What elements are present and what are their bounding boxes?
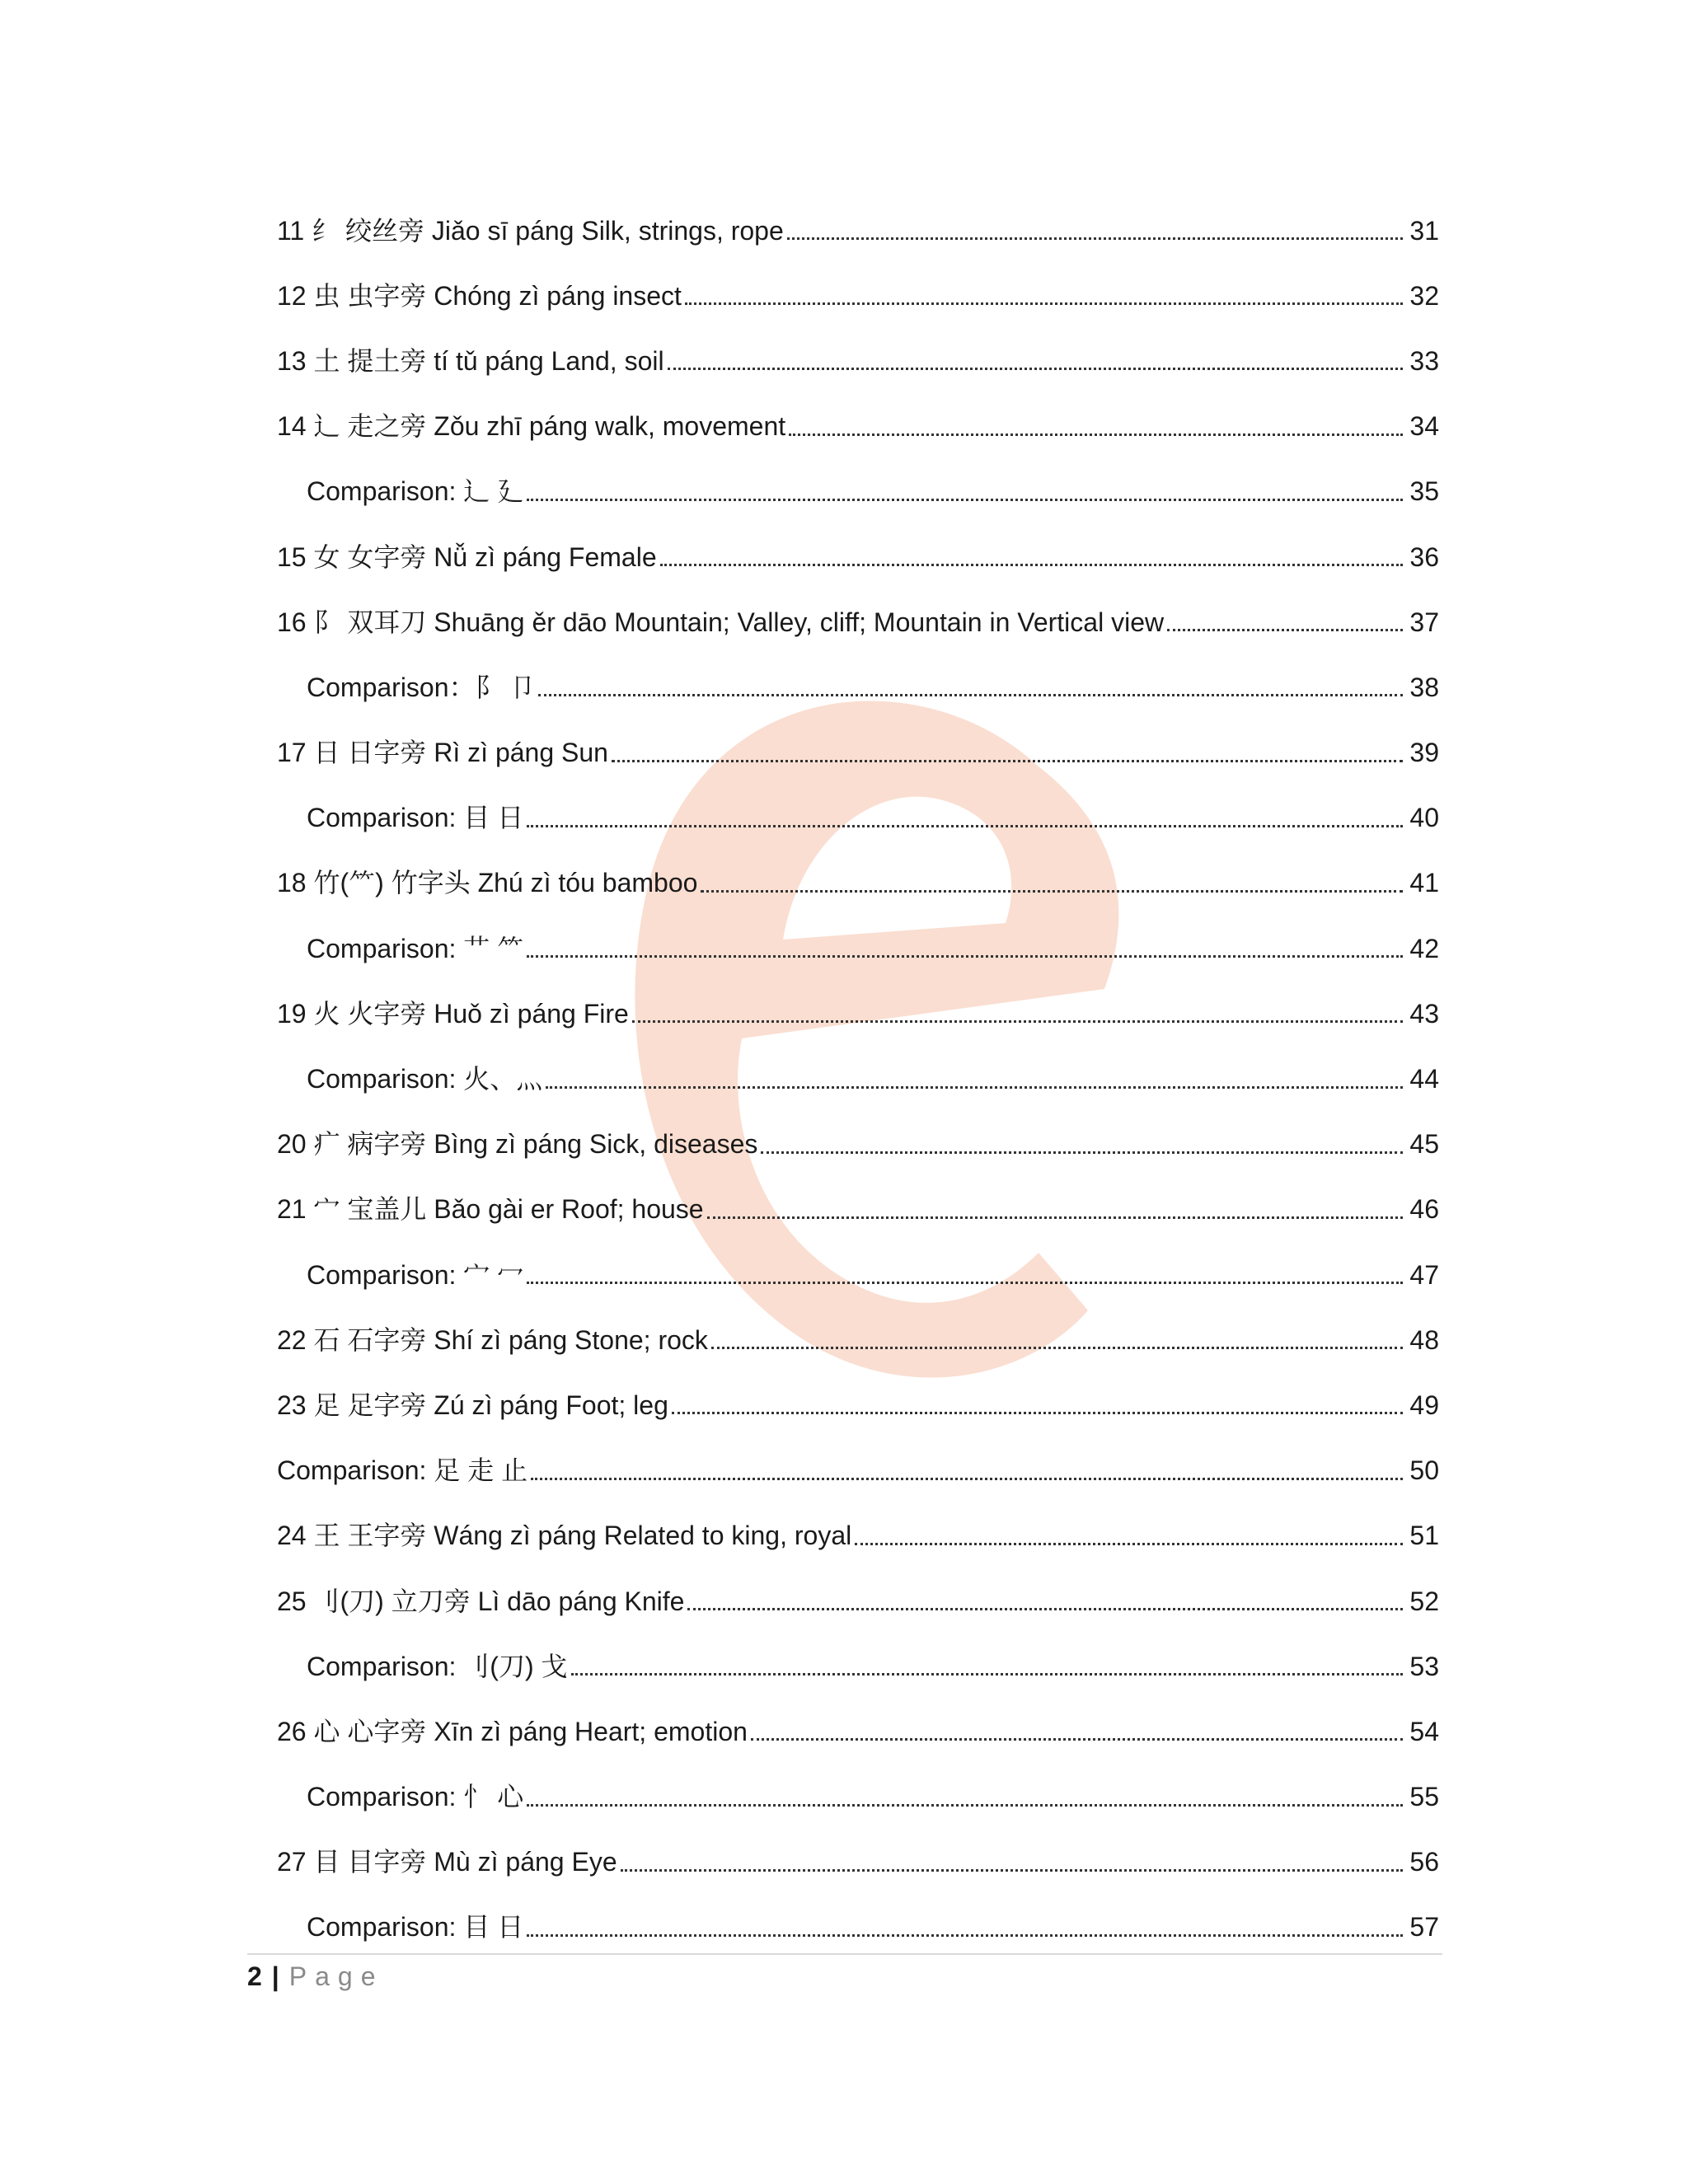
toc-entry-title: 24 王 王字旁 Wáng zì páng Related to king, royal [277, 1521, 852, 1551]
toc-entry-page-number: 41 [1409, 868, 1439, 898]
toc-dot-leader [527, 472, 1403, 501]
toc-entry-title: 23 足 足字旁 Zú zì páng Foot; leg [277, 1390, 668, 1420]
toc-entry[interactable] [277, 1895, 1439, 1960]
toc-entry-title: 27 目 目字旁 Mù zì páng Eye [277, 1847, 617, 1877]
toc-entry-page-number: 47 [1409, 1259, 1439, 1290]
toc-entry-title: 25 刂(刀) 立刀旁 Lì dāo páng Knife [277, 1586, 685, 1616]
toc-entry-title: 22 石 石字旁 Shí zì páng Stone; rock [277, 1324, 708, 1355]
toc-entry-title: 14 辶 走之旁 Zǒu zhī páng walk, movement [277, 411, 786, 442]
toc-dot-leader [751, 1712, 1403, 1741]
toc-dot-leader [632, 994, 1403, 1023]
toc-entry[interactable] [277, 1307, 1439, 1372]
toc-entry-title: 18 竹(⺮) 竹字头 Zhú zì tóu bamboo [277, 868, 698, 898]
table-of-contents [277, 198, 1439, 1960]
toc-dot-leader [546, 1060, 1403, 1089]
footer-separator: | [271, 1961, 279, 1991]
toc-dot-leader [711, 1320, 1403, 1349]
toc-entry[interactable] [277, 328, 1439, 393]
toc-dot-leader [668, 341, 1403, 370]
toc-entry-title: 20 疒 病字旁 Bìng zì páng Sick, diseases [277, 1129, 758, 1160]
toc-entry-page-number: 39 [1409, 738, 1439, 768]
toc-dot-leader [527, 1778, 1403, 1807]
toc-entry-title: Comparison：阝 卩 [307, 672, 536, 702]
toc-entry-title: 17 日 日字旁 Rì zì páng Sun [277, 738, 608, 768]
toc-entry-title: 19 火 火字旁 Huǒ zì páng Fire [277, 998, 629, 1029]
toc-entry[interactable] [277, 720, 1439, 785]
toc-entry-page-number: 53 [1409, 1651, 1439, 1681]
toc-entry-title: 13 土 提土旁 tí tǔ páng Land, soil [277, 345, 664, 376]
toc-entry[interactable] [277, 263, 1439, 328]
toc-entry-page-number: 35 [1409, 476, 1439, 507]
toc-entry[interactable] [277, 394, 1439, 459]
toc-entry-title: 16 阝 双耳刀 Shuāng ěr dāo Mountain; Valley, cliff; Mountain in Vertical view [277, 607, 1165, 637]
toc-entry-page-number: 32 [1409, 280, 1439, 311]
toc-entry-page-number: 43 [1409, 998, 1439, 1029]
toc-dot-leader [855, 1516, 1403, 1545]
toc-entry-title: Comparison: 目 日 [307, 1912, 524, 1943]
toc-dot-leader [687, 1582, 1403, 1610]
toc-entry-title: 12 虫 虫字旁 Chóng zì páng insect [277, 280, 682, 311]
toc-entry-page-number: 56 [1409, 1847, 1439, 1877]
toc-dot-leader [527, 799, 1403, 827]
toc-entry-page-number: 33 [1409, 345, 1439, 376]
toc-dot-leader [621, 1843, 1403, 1872]
toc-dot-leader [538, 668, 1403, 696]
toc-entry-page-number: 46 [1409, 1194, 1439, 1225]
toc-entry-title: Comparison: 足 走 止 [277, 1455, 528, 1486]
toc-entry[interactable] [277, 851, 1439, 916]
toc-entry-page-number: 36 [1409, 541, 1439, 572]
toc-entry[interactable] [277, 198, 1439, 263]
toc-entry-title: Comparison: 辶 廴 [307, 476, 524, 507]
toc-entry-page-number: 38 [1409, 672, 1439, 702]
toc-entry-title: 21 宀 宝盖儿 Bǎo gài er Roof; house [277, 1194, 704, 1225]
toc-entry-title: Comparison: 火、灬 [307, 1064, 543, 1094]
toc-dot-leader [787, 211, 1403, 240]
toc-entry[interactable] [277, 1503, 1439, 1568]
toc-entry-title: 11 纟 绞丝旁 Jiǎo sī páng Silk, strings, rope [277, 215, 784, 246]
toc-entry-title: 26 心 心字旁 Xīn zì páng Heart; emotion [277, 1716, 748, 1746]
toc-entry-page-number: 54 [1409, 1716, 1439, 1746]
toc-entry[interactable] [277, 1438, 1439, 1503]
toc-entry-page-number: 55 [1409, 1782, 1439, 1812]
toc-entry[interactable] [277, 785, 1439, 851]
toc-entry[interactable] [277, 589, 1439, 654]
toc-entry-page-number: 52 [1409, 1586, 1439, 1616]
toc-entry-page-number: 42 [1409, 933, 1439, 963]
toc-entry-page-number: 37 [1409, 607, 1439, 637]
toc-dot-leader [660, 537, 1403, 566]
footer-page-number: 2 [247, 1961, 262, 1991]
toc-entry[interactable] [277, 1242, 1439, 1307]
toc-dot-leader [685, 276, 1403, 305]
toc-entry-title: Comparison: 忄 心 [307, 1782, 524, 1812]
toc-entry-page-number: 57 [1409, 1912, 1439, 1943]
toc-entry[interactable] [277, 1568, 1439, 1633]
toc-entry[interactable] [277, 1112, 1439, 1177]
toc-entry[interactable] [277, 654, 1439, 719]
toc-entry-title: Comparison: 宀 冖 [307, 1259, 524, 1290]
toc-entry-page-number: 48 [1409, 1324, 1439, 1355]
toc-dot-leader [789, 407, 1403, 436]
toc-entry[interactable] [277, 524, 1439, 589]
footer-divider [247, 1953, 1442, 1955]
toc-entry-title: Comparison: 目 日 [307, 803, 524, 833]
toc-entry[interactable] [277, 916, 1439, 981]
toc-dot-leader [761, 1125, 1403, 1154]
page-footer [247, 1961, 383, 1992]
toc-entry-title: Comparison: 刂(刀) 戈 [307, 1651, 568, 1681]
toc-dot-leader [612, 733, 1403, 762]
toc-entry-title: Comparison: 艹 ⺮ [307, 933, 524, 963]
toc-entry[interactable] [277, 1765, 1439, 1830]
toc-dot-leader [571, 1647, 1403, 1675]
toc-entry[interactable] [277, 1372, 1439, 1437]
toc-entry-page-number: 34 [1409, 411, 1439, 442]
toc-dot-leader [707, 1190, 1403, 1219]
toc-entry[interactable] [277, 1177, 1439, 1242]
toc-entry-page-number: 31 [1409, 215, 1439, 246]
toc-entry[interactable] [277, 1046, 1439, 1111]
toc-entry-page-number: 45 [1409, 1129, 1439, 1160]
toc-entry-title: 15 女 女字旁 Nǚ zì páng Female [277, 541, 657, 572]
toc-entry[interactable] [277, 1830, 1439, 1895]
toc-entry[interactable] [277, 1633, 1439, 1699]
toc-entry[interactable] [277, 459, 1439, 524]
toc-entry-page-number: 51 [1409, 1521, 1439, 1551]
toc-dot-leader [1167, 602, 1403, 631]
footer-page-label: Page [288, 1961, 384, 1991]
toc-dot-leader [531, 1451, 1403, 1480]
toc-entry-page-number: 44 [1409, 1064, 1439, 1094]
toc-dot-leader [527, 1255, 1403, 1284]
toc-dot-leader [527, 1908, 1403, 1937]
toc-entry[interactable] [277, 981, 1439, 1046]
toc-entry[interactable] [277, 1699, 1439, 1764]
toc-dot-leader [527, 929, 1403, 958]
toc-dot-leader [672, 1385, 1403, 1414]
toc-entry-page-number: 49 [1409, 1390, 1439, 1420]
toc-entry-page-number: 40 [1409, 803, 1439, 833]
toc-entry-page-number: 50 [1409, 1455, 1439, 1486]
toc-dot-leader [701, 864, 1403, 893]
